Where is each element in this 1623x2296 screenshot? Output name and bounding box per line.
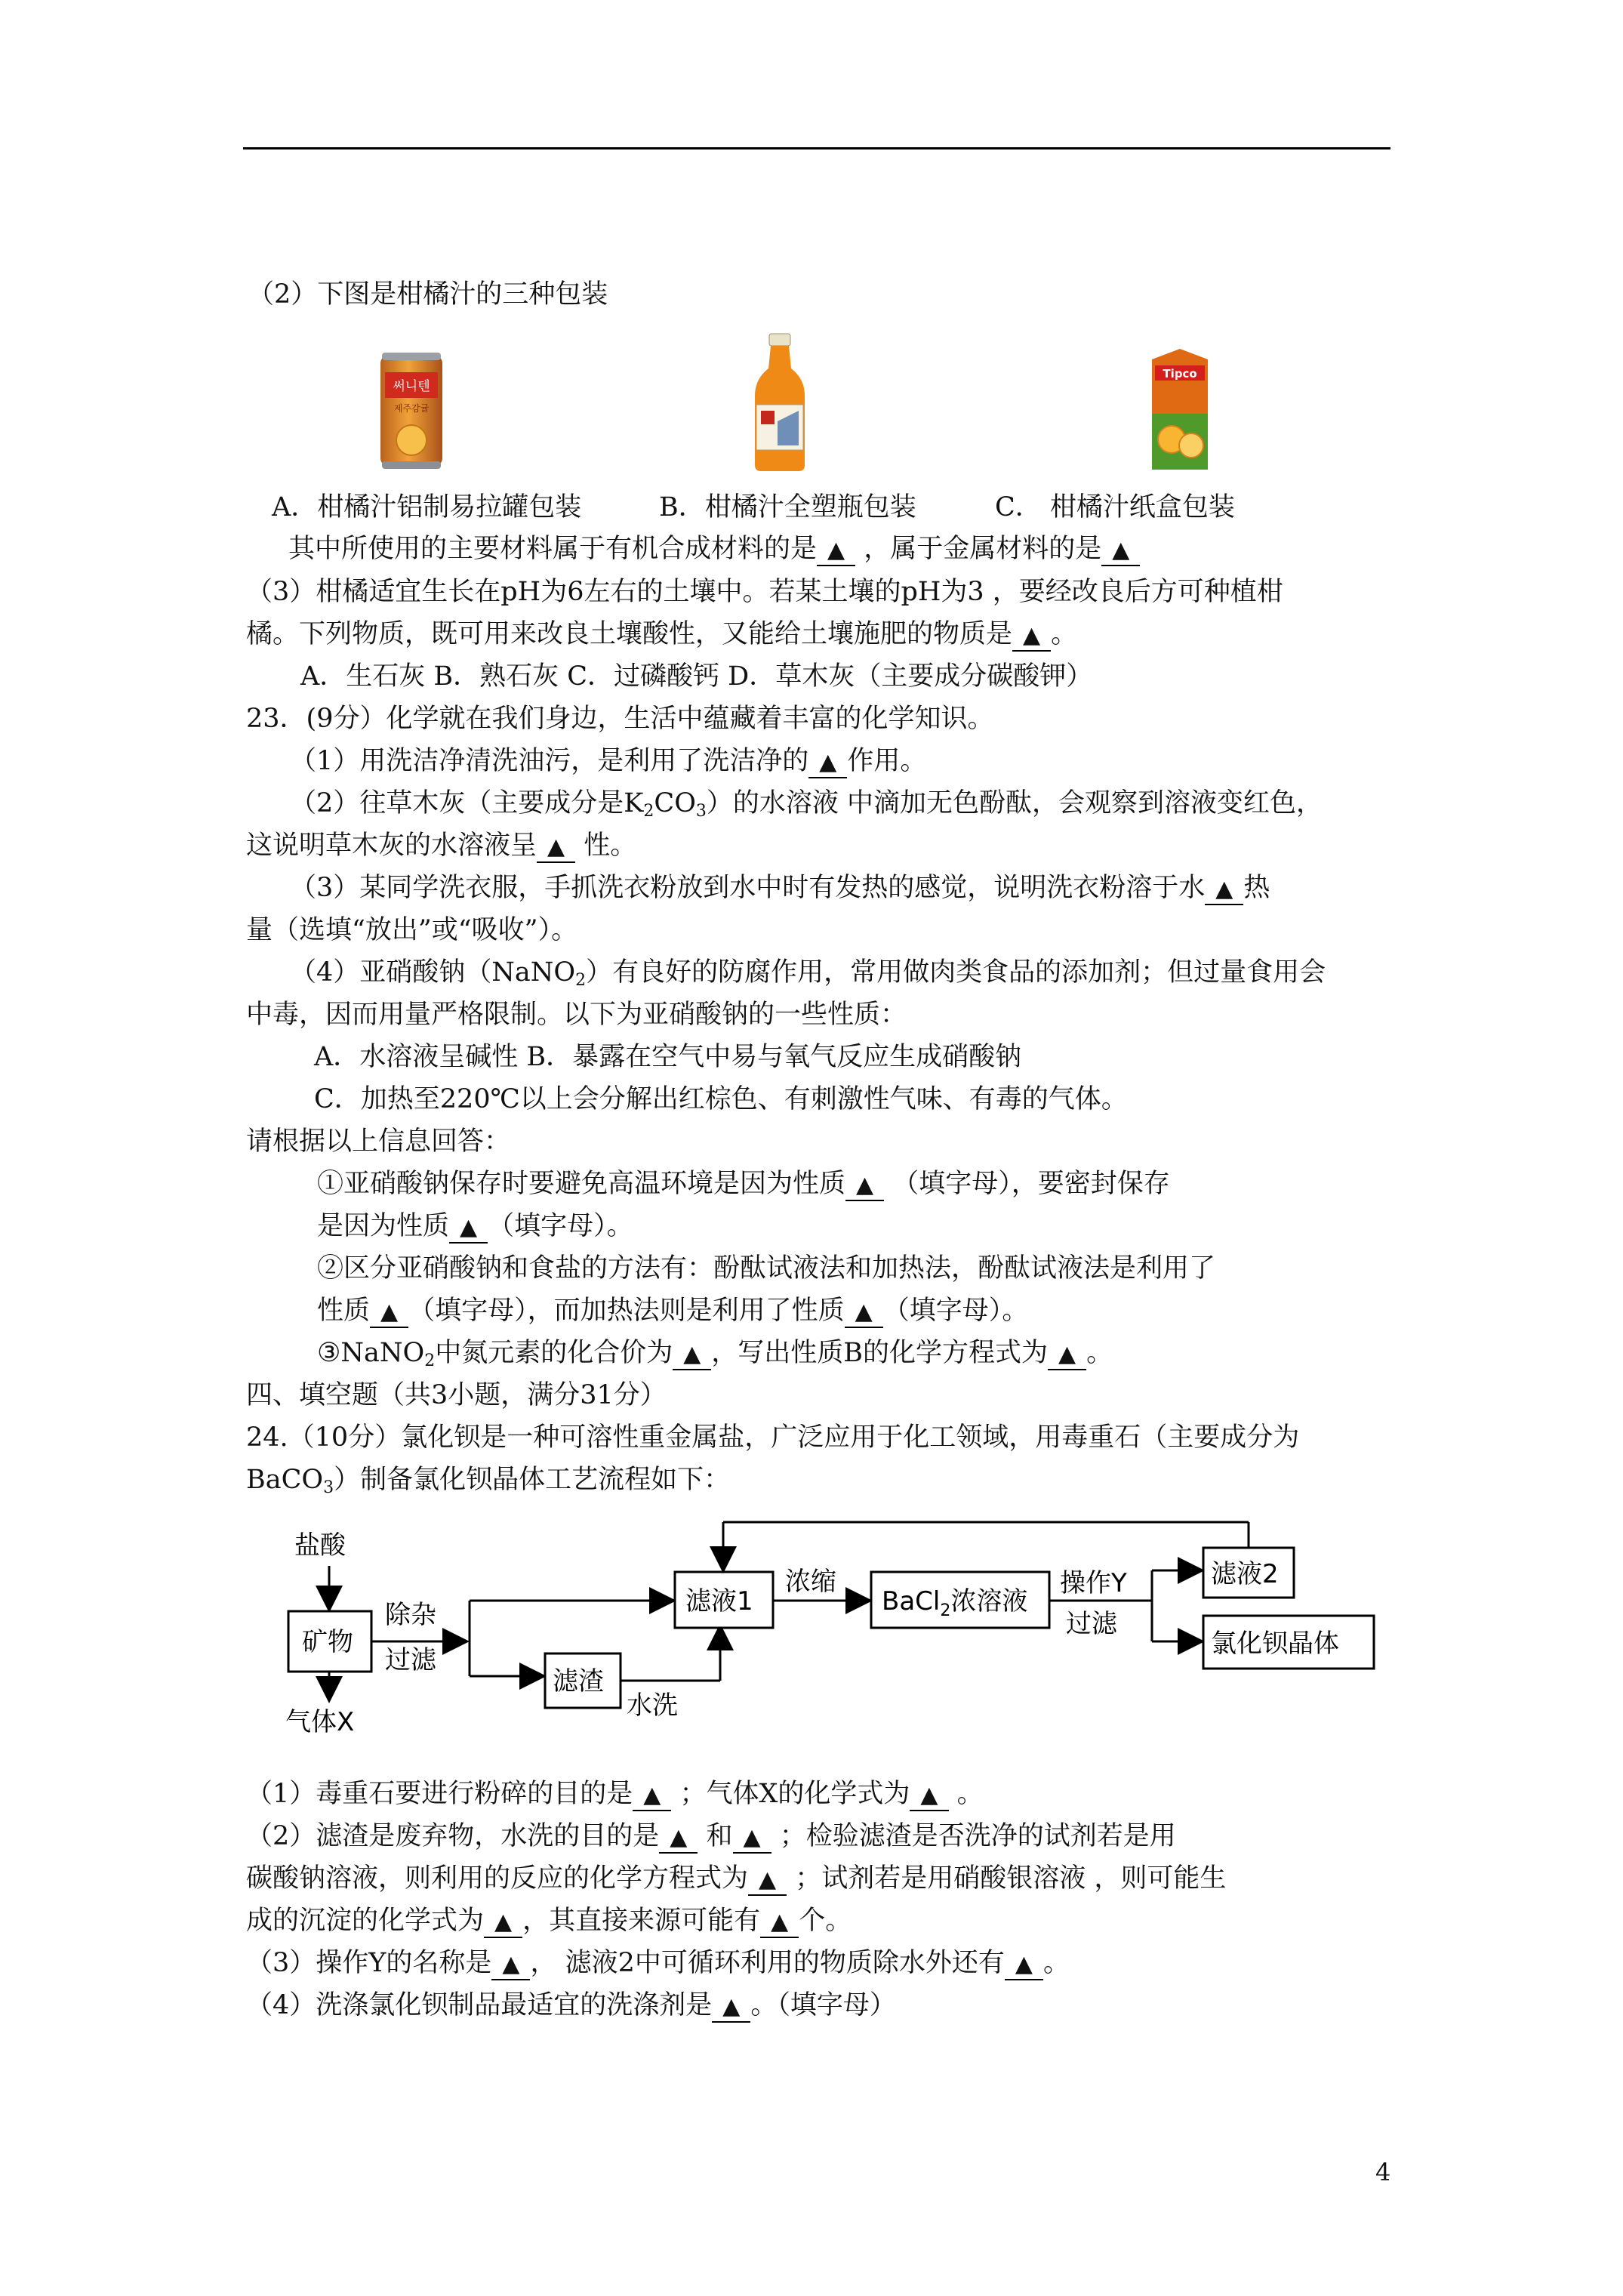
answer-blank[interactable]: ▲	[659, 1822, 698, 1854]
q23-4-line1: （4）亚硝酸钠（NaNO$_2$）有良好的防腐作用，常用做肉类食品的添加剂；但过量食用会	[290, 957, 1326, 990]
answer-blank[interactable]: ▲	[910, 1780, 948, 1811]
q23-sub1-line1: ①亚硝酸钠保存时要避免高温环境是因为性质 ▲ （填字母），要密封保存	[317, 1167, 1170, 1201]
q24-line1: 24.（10分）氯化钡是一种可溶性重金属盐，广泛应用于化工领域，用毒重石（主要成分为	[246, 1422, 1300, 1453]
answer-blank[interactable]: ▲	[1005, 1949, 1043, 1980]
q23-4-line2: 中毒，因而用量严格限制。以下为亚硝酸钠的一些性质：	[246, 1000, 907, 1030]
label-operation-y: 操作Y	[1060, 1568, 1127, 1598]
property-ab: A．水溶液呈碱性 B．暴露在空气中易与氧气反应生成硝酸钠	[314, 1042, 1022, 1072]
answer-blank[interactable]: ▲	[733, 1822, 771, 1854]
label-crystal: 氯化钡晶体	[1211, 1629, 1339, 1659]
answer-blank[interactable]: ▲	[537, 831, 575, 863]
q24-4: （4）洗涤氯化钡制品最适宜的洗涤剂是 ▲ 。（填字母）	[246, 1989, 896, 2023]
label-residue: 滤渣	[553, 1666, 604, 1697]
q23-2-line1: （2）往草木灰（主要成分是$K_2CO_3$）的水溶液 中滴加无色酚酞，会观察到溶液变红色，	[290, 788, 1323, 821]
answer-blank[interactable]: ▲	[817, 535, 855, 566]
q23-sub3: ③NaNO$_2$中氮元素的化合价为 ▲ ，写出性质B的化学方程式为 ▲ 。	[317, 1338, 1113, 1370]
can-sublabel: 제주감귤	[393, 403, 430, 414]
answer-blank[interactable]: ▲	[1205, 874, 1243, 905]
q24-2-line3: 成的沉淀的化学式为 ▲ ，其直接来源可能有 ▲ 个。	[246, 1904, 852, 1938]
label-concentrate: 浓缩	[785, 1567, 836, 1597]
q22-3-options: A．生石灰 B．熟石灰 C．过磷酸钙 D．草木灰（主要成分碳酸钾）	[300, 661, 1093, 692]
answer-blank[interactable]: ▲	[1012, 620, 1051, 652]
answer-blank[interactable]: ▲	[845, 1296, 883, 1328]
q23-sub2-line2: 性质 ▲ （填字母），而加热法则是利用了性质 ▲ （填字母）。	[317, 1294, 1028, 1328]
answer-blank[interactable]: ▲	[633, 1780, 671, 1811]
q23-3-line2: 量（选填“放出”或“吸收”）。	[246, 915, 578, 945]
answer-blank[interactable]: ▲	[1101, 535, 1140, 566]
property-c: C．加热至220℃以上会分解出红棕色、有刺激性气味、有毒的气体。	[314, 1084, 1128, 1114]
q24-2-line2: 碳酸钠溶液，则利用的反应的化学方程式为 ▲ ；试剂若是用硝酸银溶液 ，则可能生	[246, 1862, 1226, 1896]
answer-blank[interactable]: ▲	[449, 1212, 488, 1244]
answer-blank[interactable]: ▲	[1048, 1339, 1086, 1370]
carton-brand: Tipco	[1163, 367, 1197, 381]
option-c-carton: C． 柑橘汁纸盒包装	[995, 492, 1235, 522]
answer-blank[interactable]: ▲	[748, 1864, 787, 1896]
label-wash: 水洗	[627, 1690, 678, 1721]
label-hcl: 盐酸	[294, 1530, 346, 1561]
q24-2-line1: （2）滤渣是废弃物，水洗的目的是 ▲ 和 ▲ ；检验滤渣是否洗净的试剂若是用	[246, 1820, 1176, 1854]
answer-blank[interactable]: ▲	[491, 1949, 530, 1980]
page-number: 4	[1375, 2158, 1391, 2187]
label-filter-1: 过滤	[385, 1645, 436, 1675]
aluminum-can-image	[377, 351, 445, 470]
q23-3-line1: （3）某同学洗衣服，手抓洗衣粉放到水中时有发热的感觉，说明洗衣粉溶于水 ▲ 热	[290, 871, 1270, 905]
q22-2-question: 其中所使用的主要材料属于有机合成材料的是 ▲ ，属于金属材料的是 ▲	[288, 532, 1140, 566]
label-filter-2: 过滤	[1066, 1609, 1117, 1639]
option-b-bottle: B．柑橘汁全塑瓶包装	[659, 492, 916, 522]
q22-2-intro: （2）下图是柑橘汁的三种包装	[248, 279, 608, 310]
option-a-can: A．柑橘汁铝制易拉罐包装	[272, 492, 582, 522]
q24-3: （3）操作Y的名称是 ▲ ， 滤液2中可循环利用的物质除水外还有 ▲ 。	[246, 1946, 1070, 1980]
q22-3-line1: （3）柑橘适宜生长在pH为6左右的土壤中。若某土壤的pH为3 ，要经改良后方可种植柑	[246, 577, 1283, 607]
paper-carton-image	[1149, 346, 1211, 471]
q24-line2: BaCO$_3$）制备氯化钡晶体工艺流程如下：	[246, 1465, 731, 1497]
label-bacl2: BaCl$_2$浓溶液	[882, 1586, 1028, 1620]
answer-blank[interactable]: ▲	[673, 1339, 711, 1370]
label-filtrate-1: 滤液1	[685, 1586, 753, 1616]
header-rule	[243, 147, 1390, 149]
answer-blank[interactable]: ▲	[760, 1906, 799, 1938]
q24-1: （1）毒重石要进行粉碎的目的是 ▲ ；气体X的化学式为 ▲ 。	[246, 1777, 984, 1811]
answer-blank[interactable]: ▲	[484, 1906, 522, 1938]
q23-sub1-line2: 是因为性质 ▲ （填字母）。	[317, 1210, 633, 1244]
q23-1: （1）用洗洁净清洗油污，是利用了洗洁净的 ▲ 作用。	[290, 744, 926, 778]
answer-blank[interactable]: ▲	[808, 747, 847, 778]
label-filtrate-2: 滤液2	[1211, 1559, 1279, 1589]
label-gas: 气体X	[285, 1707, 355, 1737]
q23-sub2-line1: ②区分亚硝酸钠和食盐的方法有：酚酞试液法和加热法，酚酞试液法是利用了	[317, 1253, 1216, 1284]
q23-title: 23．(9分）化学就在我们身边，生活中蕴藏着丰富的化学知识。	[246, 704, 994, 734]
answer-blank[interactable]: ▲	[370, 1296, 408, 1328]
can-label: 써니텐	[393, 379, 430, 394]
section-4-heading: 四、填空题（共3小题，满分31分）	[246, 1380, 667, 1410]
q22-3-line2: 橘。下列物质，既可用来改良土壤酸性，又能给土壤施肥的物质是 ▲ 。	[246, 618, 1077, 652]
plastic-bottle-image	[750, 332, 809, 473]
answer-blank[interactable]: ▲	[712, 1991, 750, 2023]
q23-ask: 请根据以上信息回答：	[246, 1126, 511, 1157]
process-flow-diagram	[272, 1518, 1419, 1759]
label-remove-impurity: 除杂	[385, 1600, 436, 1630]
answer-blank[interactable]: ▲	[845, 1170, 884, 1201]
label-ore: 矿物	[302, 1627, 353, 1657]
q23-2-line2: 这说明草木灰的水溶液呈 ▲ 性。	[246, 829, 636, 863]
